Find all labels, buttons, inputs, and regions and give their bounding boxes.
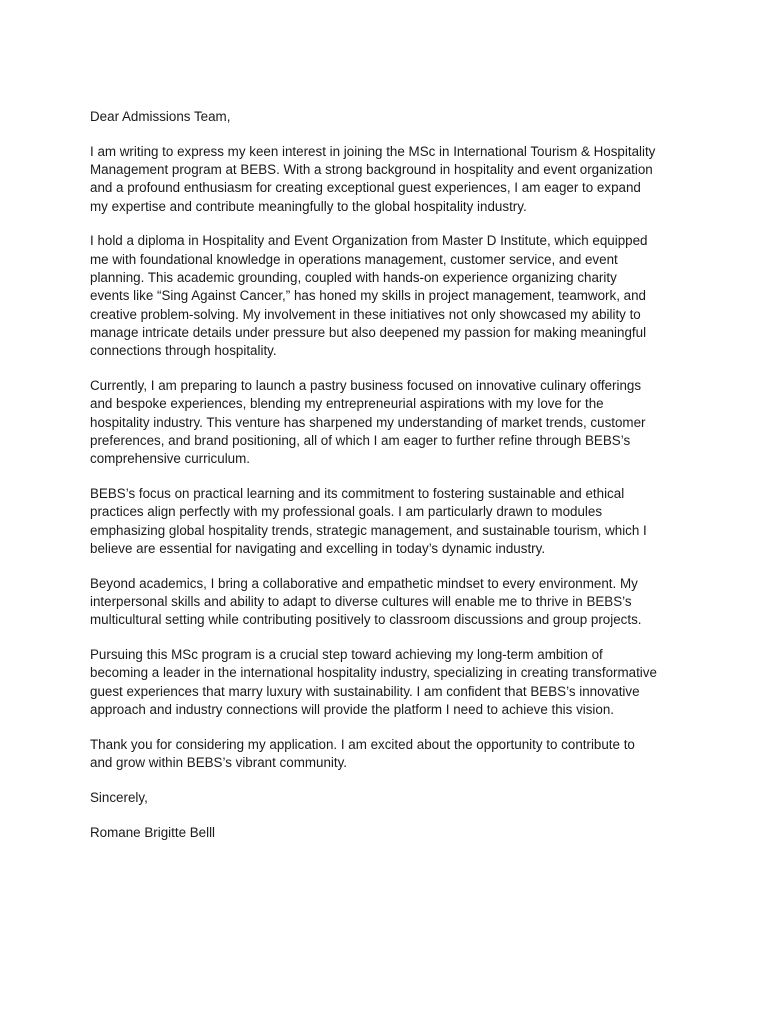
paragraph-6 xyxy=(90,646,690,719)
letter-body xyxy=(90,108,690,859)
text-line: I hold a diploma in Hospitality and Event Organization from Master D Institute, which equipped xyxy=(90,233,648,249)
text-line: interpersonal skills and ability to adapt to diverse cultures will enable me to thrive in BEBS’s xyxy=(90,594,632,610)
text-line: Beyond academics, I bring a collaborative and empathetic mindset to every environment. My xyxy=(90,575,638,591)
text-line: planning. This academic grounding, coupled with hands-on experience organizing charity xyxy=(90,270,617,286)
text-line: guest experiences that marry luxury with sustainability. I am confident that BEBS’s innovative xyxy=(90,683,640,699)
text-line: preferences, and brand positioning, all of which I am eager to further refine through BEBS’s xyxy=(90,432,631,448)
paragraph-3 xyxy=(90,377,690,468)
text-line: my expertise and contribute meaningfully to the global hospitality industry. xyxy=(90,198,527,214)
paragraph-1 xyxy=(90,143,690,216)
text-line: Management program at BEBS. With a strong background in hospitality and event organization xyxy=(90,162,653,178)
text-line: and grow within BEBS’s vibrant community. xyxy=(90,755,348,771)
text-line: creative problem-solving. My involvement in these initiatives not only showcased my ability to xyxy=(90,306,641,322)
paragraph-7 xyxy=(90,736,690,773)
text-line: hospitality industry. This venture has sharpened my understanding of market trends, customer xyxy=(90,414,646,430)
text-line: emphasizing global hospitality trends, strategic management, and sustainable tourism, which I xyxy=(90,522,647,538)
paragraph-4 xyxy=(90,485,690,558)
closing: Sincerely, xyxy=(90,789,148,805)
paragraph-2 xyxy=(90,232,690,360)
paragraph-5 xyxy=(90,575,690,630)
text-line: becoming a leader in the international hospitality industry, specializing in creating transformative xyxy=(90,665,657,681)
text-line: connections through hospitality. xyxy=(90,343,277,359)
text-line: and a profound enthusiasm for creating exceptional guest experiences, I am eager to expand xyxy=(90,180,641,196)
text-line: believe are essential for navigating and excelling in today’s dynamic industry. xyxy=(90,540,546,556)
text-line: BEBS’s focus on practical learning and its commitment to fostering sustainable and ethical xyxy=(90,486,625,502)
text-line: Currently, I am preparing to launch a pastry business focused on innovative culinary offerings xyxy=(90,378,642,394)
text-line: practices align perfectly with my professional goals. I am particularly drawn to modules xyxy=(90,504,603,520)
text-line: Thank you for considering my application. I am excited about the opportunity to contribute to xyxy=(90,736,635,752)
text-line: I am writing to express my keen interest in joining the MSc in International Tourism & Hospitality xyxy=(90,143,656,159)
salutation: Dear Admissions Team, xyxy=(90,109,231,124)
text-line: comprehensive curriculum. xyxy=(90,451,251,467)
signature: Romane Brigitte Belll xyxy=(90,824,216,840)
text-line: manage intricate details under pressure but also deepened my passion for making meaningful xyxy=(90,324,647,340)
text-line: events like “Sing Against Cancer,” has honed my skills in project management, teamwork, and xyxy=(90,288,646,304)
text-line: and bespoke experiences, blending my entrepreneurial aspirations with my love for the xyxy=(90,396,604,412)
text-line: multicultural setting while contributing positively to classroom discussions and group projects. xyxy=(90,612,642,628)
text-line: me with foundational knowledge in operations management, customer service, and event xyxy=(90,251,618,267)
text-line: approach and industry connections will provide the platform I need to achieve this vision. xyxy=(90,702,615,718)
text-line: Pursuing this MSc program is a crucial step toward achieving my long-term ambition of xyxy=(90,647,603,663)
